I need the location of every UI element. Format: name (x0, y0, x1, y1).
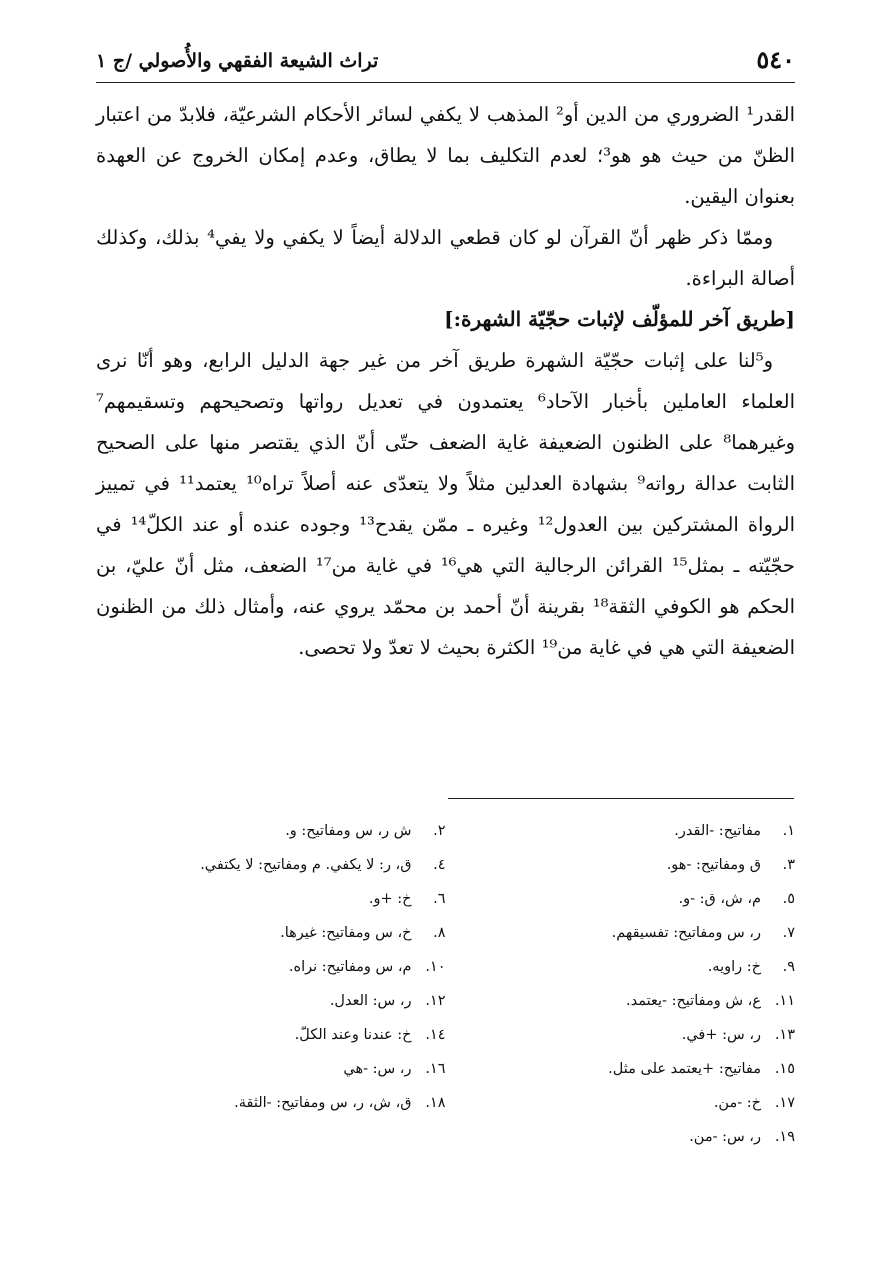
footnotes-right-column (446, 814, 796, 1154)
footnote: ٢.ش ر، س ومفاتيح: و. (285, 823, 446, 839)
running-title: تراث الشيعة الفقهي والأُصولي /ج ١ (96, 50, 379, 72)
footnote: ١٩.ر، س: -من. (689, 1129, 795, 1145)
footnote: ١.مفاتيح: -القدر. (674, 823, 795, 839)
footnote-separator (448, 798, 794, 799)
paragraph-1: القدر¹ الضروري من الدين أو² المذهب لا يكفي لسائر الأحكام الشرعيّة، فلابدّ من اعتبار الظنّ من حيث هو هو³؛ لعدم التكليف بما لا يطاق، وعدم إمكان الخروج عن العهدة بعنوان اليقين. (96, 103, 795, 208)
footnotes (96, 814, 795, 1154)
main-text (96, 94, 795, 668)
footnote: ١٠.م، س ومفاتيح: نراه. (288, 959, 446, 975)
page-number: ٥٤٠ (756, 45, 795, 74)
footnote: ١٦.ر، س: -هي (343, 1061, 446, 1077)
paragraph-2: وممّا ذكر ظهر أنّ القرآن لو كان قطعي الدلالة أيضاً لا يكفي ولا يفي⁴ بذلك، وكذلك أصالة البراءة. (96, 226, 795, 290)
page-header (96, 30, 795, 83)
footnote: ٩.خ: راويه. (707, 959, 795, 975)
paragraph-3: و⁵لنا على إثبات حجّيّة الشهرة طريق آخر من غير جهة الدليل الرابع، وهو أنّا نرى العلماء العاملين بأخبار الآحاد⁶ يعتمدون في تعديل رواتها وتصحيحهم وتسقيمهم⁷ وغيرهما⁸ على الظنون الضعيفة غاية الضعف حتّى أنّ الذي يقتصر منها على الصحيح الثابت عدالة رواته⁹ بشهادة العدلين مثلاً ولا يتعدّى عنه أصلاً تراه¹⁰ يعتمد¹¹ في تمييز الرواة المشتركين بين العدول¹² وغيره ـ ممّن يقدح¹³ وجوده عنده أو عند الكلّ¹⁴ في حجّيّته ـ بمثل¹⁵ القرائن الرجالية التي هي¹⁶ في غاية من¹⁷ الضعف، مثل أنّ عليّ، بن الحكم هو الكوفي الثقة¹⁸ بقرينة أنّ أحمد بن محمّد يروي عنه، وأمثال ذلك من الظنون الضعيفة التي هي في غاية من¹⁹ الكثرة بحيث لا تعدّ ولا تحصى. (96, 349, 796, 659)
footnote: ٧.ر، س ومفاتيح: تفسيقهم. (611, 925, 795, 941)
footnote: ١٤.خ: عندنا وعند الكلّ. (294, 1027, 446, 1043)
footnote: ١٥.مفاتيح: +يعتمد على مثل. (608, 1061, 795, 1077)
footnote: ٣.ق ومفاتيح: -هو. (666, 857, 795, 873)
footnote: ٥.م، ش، ق: -و. (678, 891, 795, 907)
footnote: ٨.خ، س ومفاتيح: غيرها. (280, 925, 446, 941)
footnotes-left-column (96, 814, 446, 1154)
footnote: ١٢.ر، س: العدل. (329, 993, 446, 1009)
footnote: ١٧.خ: -من. (713, 1095, 795, 1111)
footnote: ١٣.ر، س: +في. (681, 1027, 795, 1043)
footnote: ١٨.ق، ش، ر، س ومفاتيح: -الثقة. (234, 1095, 446, 1111)
footnote: ١١.ع، ش ومفاتيح: -يعتمد. (626, 993, 795, 1009)
footnote: ٦.خ: +و. (368, 891, 446, 907)
footnote: ٤.ق، ر: لا يكفي. م ومفاتيح: لا يكتفي. (200, 857, 446, 873)
section-heading: [طريق آخر للمؤلّف لإثبات حجّيّة الشهرة:] (444, 307, 795, 331)
